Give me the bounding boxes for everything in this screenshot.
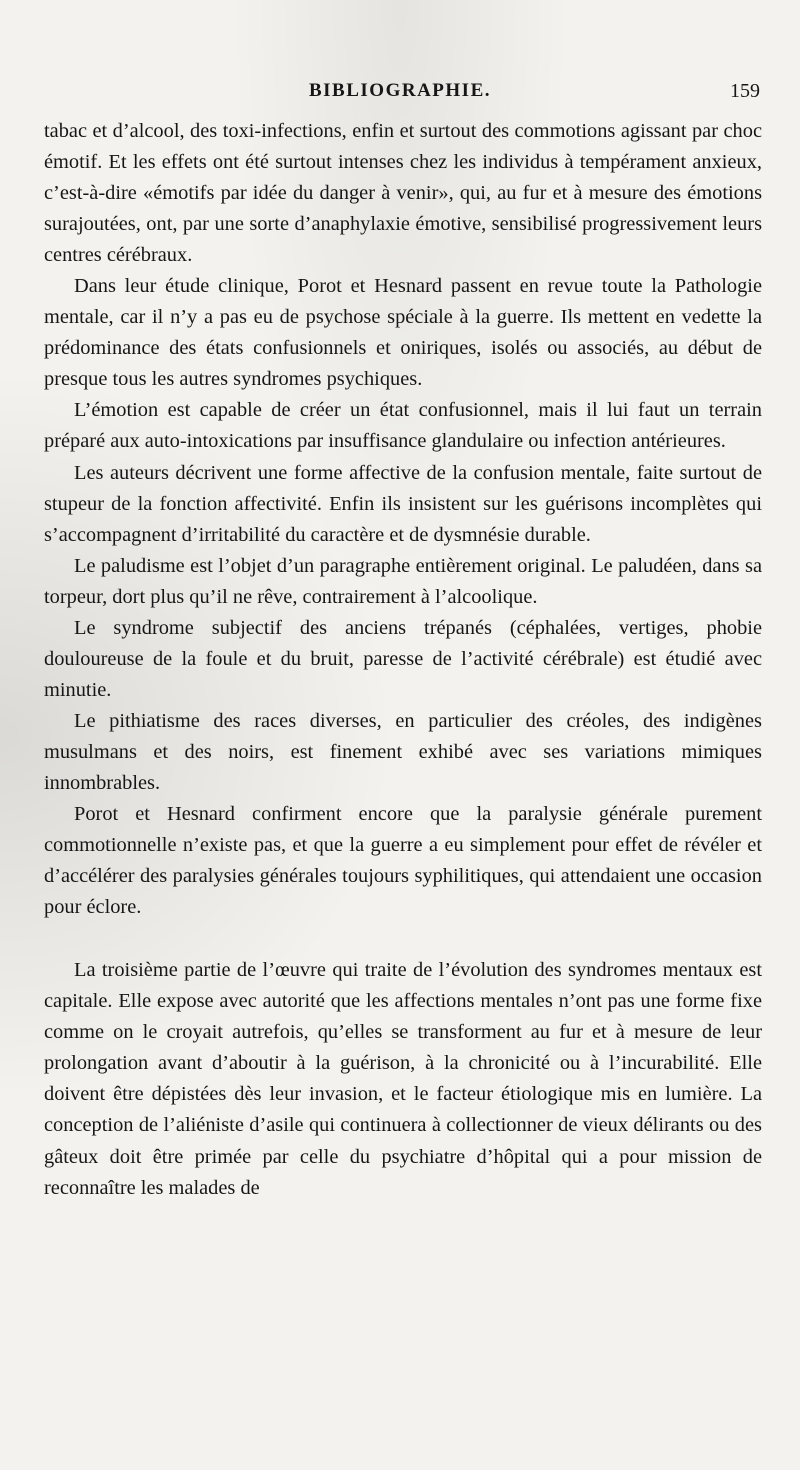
paragraph-trepanned-syndrome: Le syndrome subjectif des anciens trépanés (céphalées, vertiges, phobie douloureuse de la foule et du bruit, paresse de l’activité cérébrale) est étudié avec minutie. xyxy=(44,616,762,701)
running-title: BIBLIOGRAPHIE. xyxy=(308,80,491,101)
page-number: 159 xyxy=(730,80,760,102)
page-header xyxy=(40,80,760,108)
paragraph-pithiatism: Le pithiatisme des races diverses, en particulier des créoles, des indigènes musulmans et des noirs, est finement exhibé avec ses variations mimiques innombrables. xyxy=(44,709,762,794)
body-text xyxy=(44,116,762,1204)
paragraph-affective-confusion: Les auteurs décrivent une forme affective de la confusion mentale, faite surtout de stupeur de la fonction affectivité. Enfin ils insistent sur les guérisons incomplètes qui s’accompagnent d’irritabilité du caractère et de dysmnésie durable. xyxy=(44,461,762,546)
paragraph-paludism: Le paludisme est l’objet d’un paragraphe entièrement original. Le paludéen, dans sa torpeur, dort plus qu’il ne rêve, contrairement à l’alcoolique. xyxy=(44,554,762,608)
paragraph-clinical-study: Dans leur étude clinique, Porot et Hesnard passent en revue toute la Pathologie mentale, car il n’y a pas eu de psychose spéciale à la guerre. Ils mettent en vedette la prédominance des états confusionnels et oniriques, isolés ou associés, au début de presque tous les autres syndromes psychiques. xyxy=(44,275,762,391)
paragraph-third-part: La troisième partie de l’œuvre qui traite de l’évolution des syndromes mentaux est capitale. Elle expose avec autorité que les affections mentales n’ont pas une forme fixe comme on le croyait autrefois, qu’elles se transforment au fur et à mesure de leur prolongation avant d’aboutir à la guérison, à la chronicité ou à l’incurabilité. Elle doivent être dépistées dès leur invasion, et le facteur étiologique mis en lumière. La conception de l’aliéniste d’asile qui continuera à collectionner de vieux délirants ou des gâteux doit être primée par celle du psychiatre d’hôpital qui a pour mission de reconnaître les malades de xyxy=(44,959,762,1199)
paragraph-continuation: tabac et d’alcool, des toxi-infections, enfin et surtout des commotions agissant par choc émotif. Et les effets ont été surtout intenses chez les individus à tempérament anxieux, c’est-à-dire «émotifs par idée du danger à venir», qui, au fur et à mesure des émotions surajoutées, ont, par une sorte d’anaphylaxie émotive, sensibilisé progressivement leurs centres cérébraux. xyxy=(44,120,762,267)
paragraph-emotion: L’émotion est capable de créer un état confusionnel, mais il lui faut un terrain préparé aux auto-intoxications par insuffisance glandulaire ou infection antérieures. xyxy=(44,399,762,453)
paragraph-general-paralysis: Porot et Hesnard confirment encore que la paralysie générale purement commotionnelle n’existe pas, et que la guerre a eu simplement pour effet de révéler et d’accélérer des paralysies générales toujours syphilitiques, qui attendaient une occasion pour éclore. xyxy=(44,803,762,919)
section-gap xyxy=(44,923,762,955)
